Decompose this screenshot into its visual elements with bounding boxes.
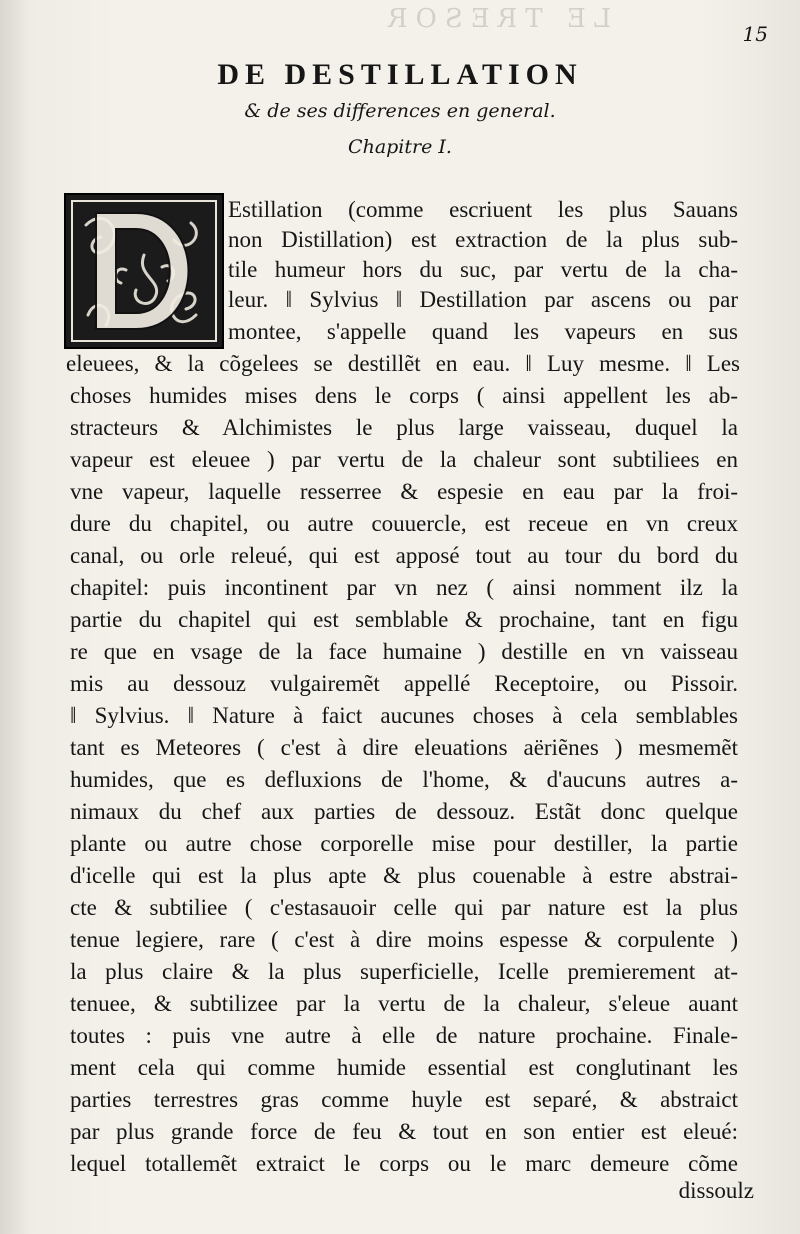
text-line: toutes : puis vne autre à elle de nature prochaine. Finale- [70, 1023, 738, 1048]
chapter-number: Chapitre I. [348, 136, 452, 158]
text-line: partie du chapitel qui est semblable & prochaine, tant en figu [70, 607, 738, 632]
text-line: montee, s'appelle quand les vapeurs en sus [228, 319, 738, 344]
text-line: dure du chapitel, ou autre couuercle, est receue en vn creux [70, 511, 738, 536]
text-line: canal, ou orle releué, qui est apposé tout au tour du bord du [70, 543, 738, 568]
text-line: tenuee, & subtilizee par la vertu de la chaleur, s'eleue auant [70, 991, 738, 1016]
text-line: nimaux du chef aux parties de dessouz. Estãt donc quelque [70, 799, 738, 824]
text-line: tant es Meteores ( c'est à dire eleuations aëriẽnes ) mesmemẽt [70, 735, 738, 760]
text-line: Estillation (comme escriuent les plus Sauans [228, 197, 738, 222]
text-line: ment cela qui comme humide essential est conglutinant les [70, 1055, 738, 1080]
text-line: tile humeur hors du suc, par vertu de la cha- [228, 257, 738, 282]
text-line: stracteurs & Alchimistes le plus large vaisseau, duquel la [70, 415, 738, 440]
text-line: ‖ Sylvius. ‖ Nature à faict aucunes choses à cela semblables [70, 703, 738, 728]
text-line: plante ou autre chose corporelle mise pour destiller, la partie [70, 831, 738, 856]
catchword: dissoulz [678, 1178, 754, 1203]
text-line: re que en vsage de la face humaine ) destille en vn vaisseau [70, 639, 738, 664]
page-number: 15 [742, 22, 768, 46]
text-line: choses humides mises dens le corps ( ainsi appellent les ab- [70, 383, 738, 408]
text-line: mis au dessouz vulgairemẽt appellé Receptoire, ou Pissoir. [70, 671, 738, 696]
text-line: non Distillation) est extraction de la plus sub- [228, 227, 738, 252]
text-line: vapeur est eleuee ) par vertu de la chaleur sont subtiliees en [70, 447, 738, 472]
text-line: tenue legiere, rare ( c'est à dire moins espesse & corpulente ) [70, 927, 738, 952]
chapter-title: DE DESTILLATION [217, 58, 583, 91]
text-line: leur. ‖ Sylvius ‖ Destillation par ascens ou par [228, 287, 738, 312]
text-line: parties terrestres gras comme huyle est separé, & abstraict [70, 1087, 738, 1112]
text-line: chapitel: puis incontinent par vn nez ( ainsi nomment ilz la [70, 575, 738, 600]
text-line: par plus grande force de feu & tout en son entier est eleué: [70, 1119, 738, 1144]
show-through-running-head: LE TRESOR [380, 4, 612, 34]
text-line: d'icelle qui est la plus apte & plus couenable à estre abstrai- [70, 863, 738, 888]
text-line: eleuees, & la cõgelees se destillẽt en eau. ‖ Luy mesme. ‖ Les [66, 351, 740, 376]
text-line: cte & subtiliee ( c'estasauoir celle qui par nature est la plus [70, 895, 738, 920]
text-line: lequel totallemẽt extraict le corps ou le marc demeure cõme [70, 1151, 738, 1176]
text-line: humides, que es defluxions de l'home, & d'aucuns autres a- [70, 767, 738, 792]
text-line: vne vapeur, laquelle resserree & espesie en eau par la froi- [70, 479, 738, 504]
text-line: la plus claire & la plus superficielle, Icelle premierement at- [70, 959, 738, 984]
chapter-subtitle: & de ses differences en general. [244, 100, 556, 122]
